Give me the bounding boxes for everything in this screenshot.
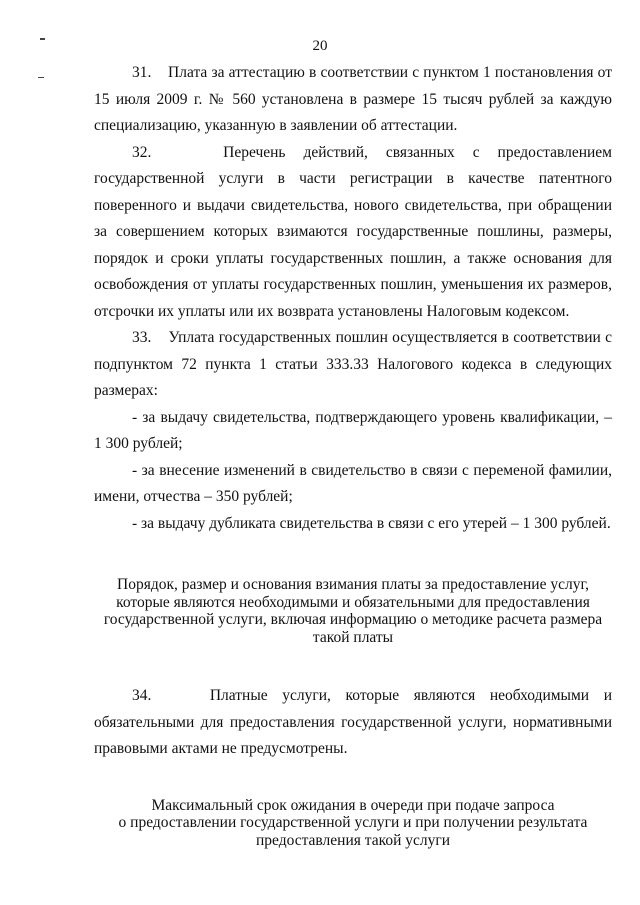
heading-line: Максимальный срок ожидания в очереди при подаче запроса [151, 796, 555, 814]
heading-line: такой платы [312, 628, 394, 646]
heading-line: которые являются необходимыми и обязательными для предоставления [116, 593, 590, 611]
paragraph-34: 34. Платные услуги, которые являются необходимыми и обязательными для предоставления государственной услуги, нормативными правовыми актами не предусмотрены. [94, 687, 612, 757]
heading-line: Порядок, размер и основания взимания платы за предоставление услуг, [117, 576, 589, 593]
heading-line: предоставления такой услуги [255, 831, 451, 849]
heading-line: государственной услуги, включая информацию о методике расчета размера [103, 611, 603, 628]
heading-line: о предоставлении государственной услуги и при получении результата [118, 814, 588, 831]
document-body [94, 60, 612, 849]
section-heading-queue-time [94, 797, 612, 850]
fee-item-name-change: - за внесение изменений в свидетельство в связи с переменой фамилии, имени, отчества – 350 рублей; [94, 461, 612, 505]
fee-item-duplicate: - за выдачу дубликата свидетельства в связи с его утерей – 1 300 рублей. [132, 514, 611, 532]
paragraph-31: 31. Плата за аттестацию в соответствии с пунктом 1 постановления от 15 июля 2009 г. № 560 установлена в размере 15 тысяч рублей за каждую специализацию, указанную в заявлении об аттестации. [94, 64, 612, 134]
scan-artifact-mark [38, 77, 44, 78]
fee-item-certificate: - за выдачу свидетельства, подтверждающего уровень квалификации, – 1 300 рублей; [94, 408, 612, 452]
paragraph-32: 32. Перечень действий, связанных с предоставлением государственной услуги в части регистрации в качестве патентного поверенного и выдачи свидетельства, нового свидетельства, при обращении за совершением которых взимаются государственные пошлины, размеры, порядок и сроки уплаты государственных пошлин, а также основания для освобождения от уплаты государственных пошлин, уменьшения их размеров, отсрочки их уплаты или их возврата установлены Налоговым кодексом. [94, 143, 612, 320]
paragraph-33: 33. Уплата государственных пошлин осуществляется в соответствии с подпунктом 72 пункта 1 статьи 333.33 Налогового кодекса в следующих размерах: [94, 329, 612, 399]
page-number: 20 [312, 38, 328, 54]
section-heading-fees [94, 576, 612, 646]
